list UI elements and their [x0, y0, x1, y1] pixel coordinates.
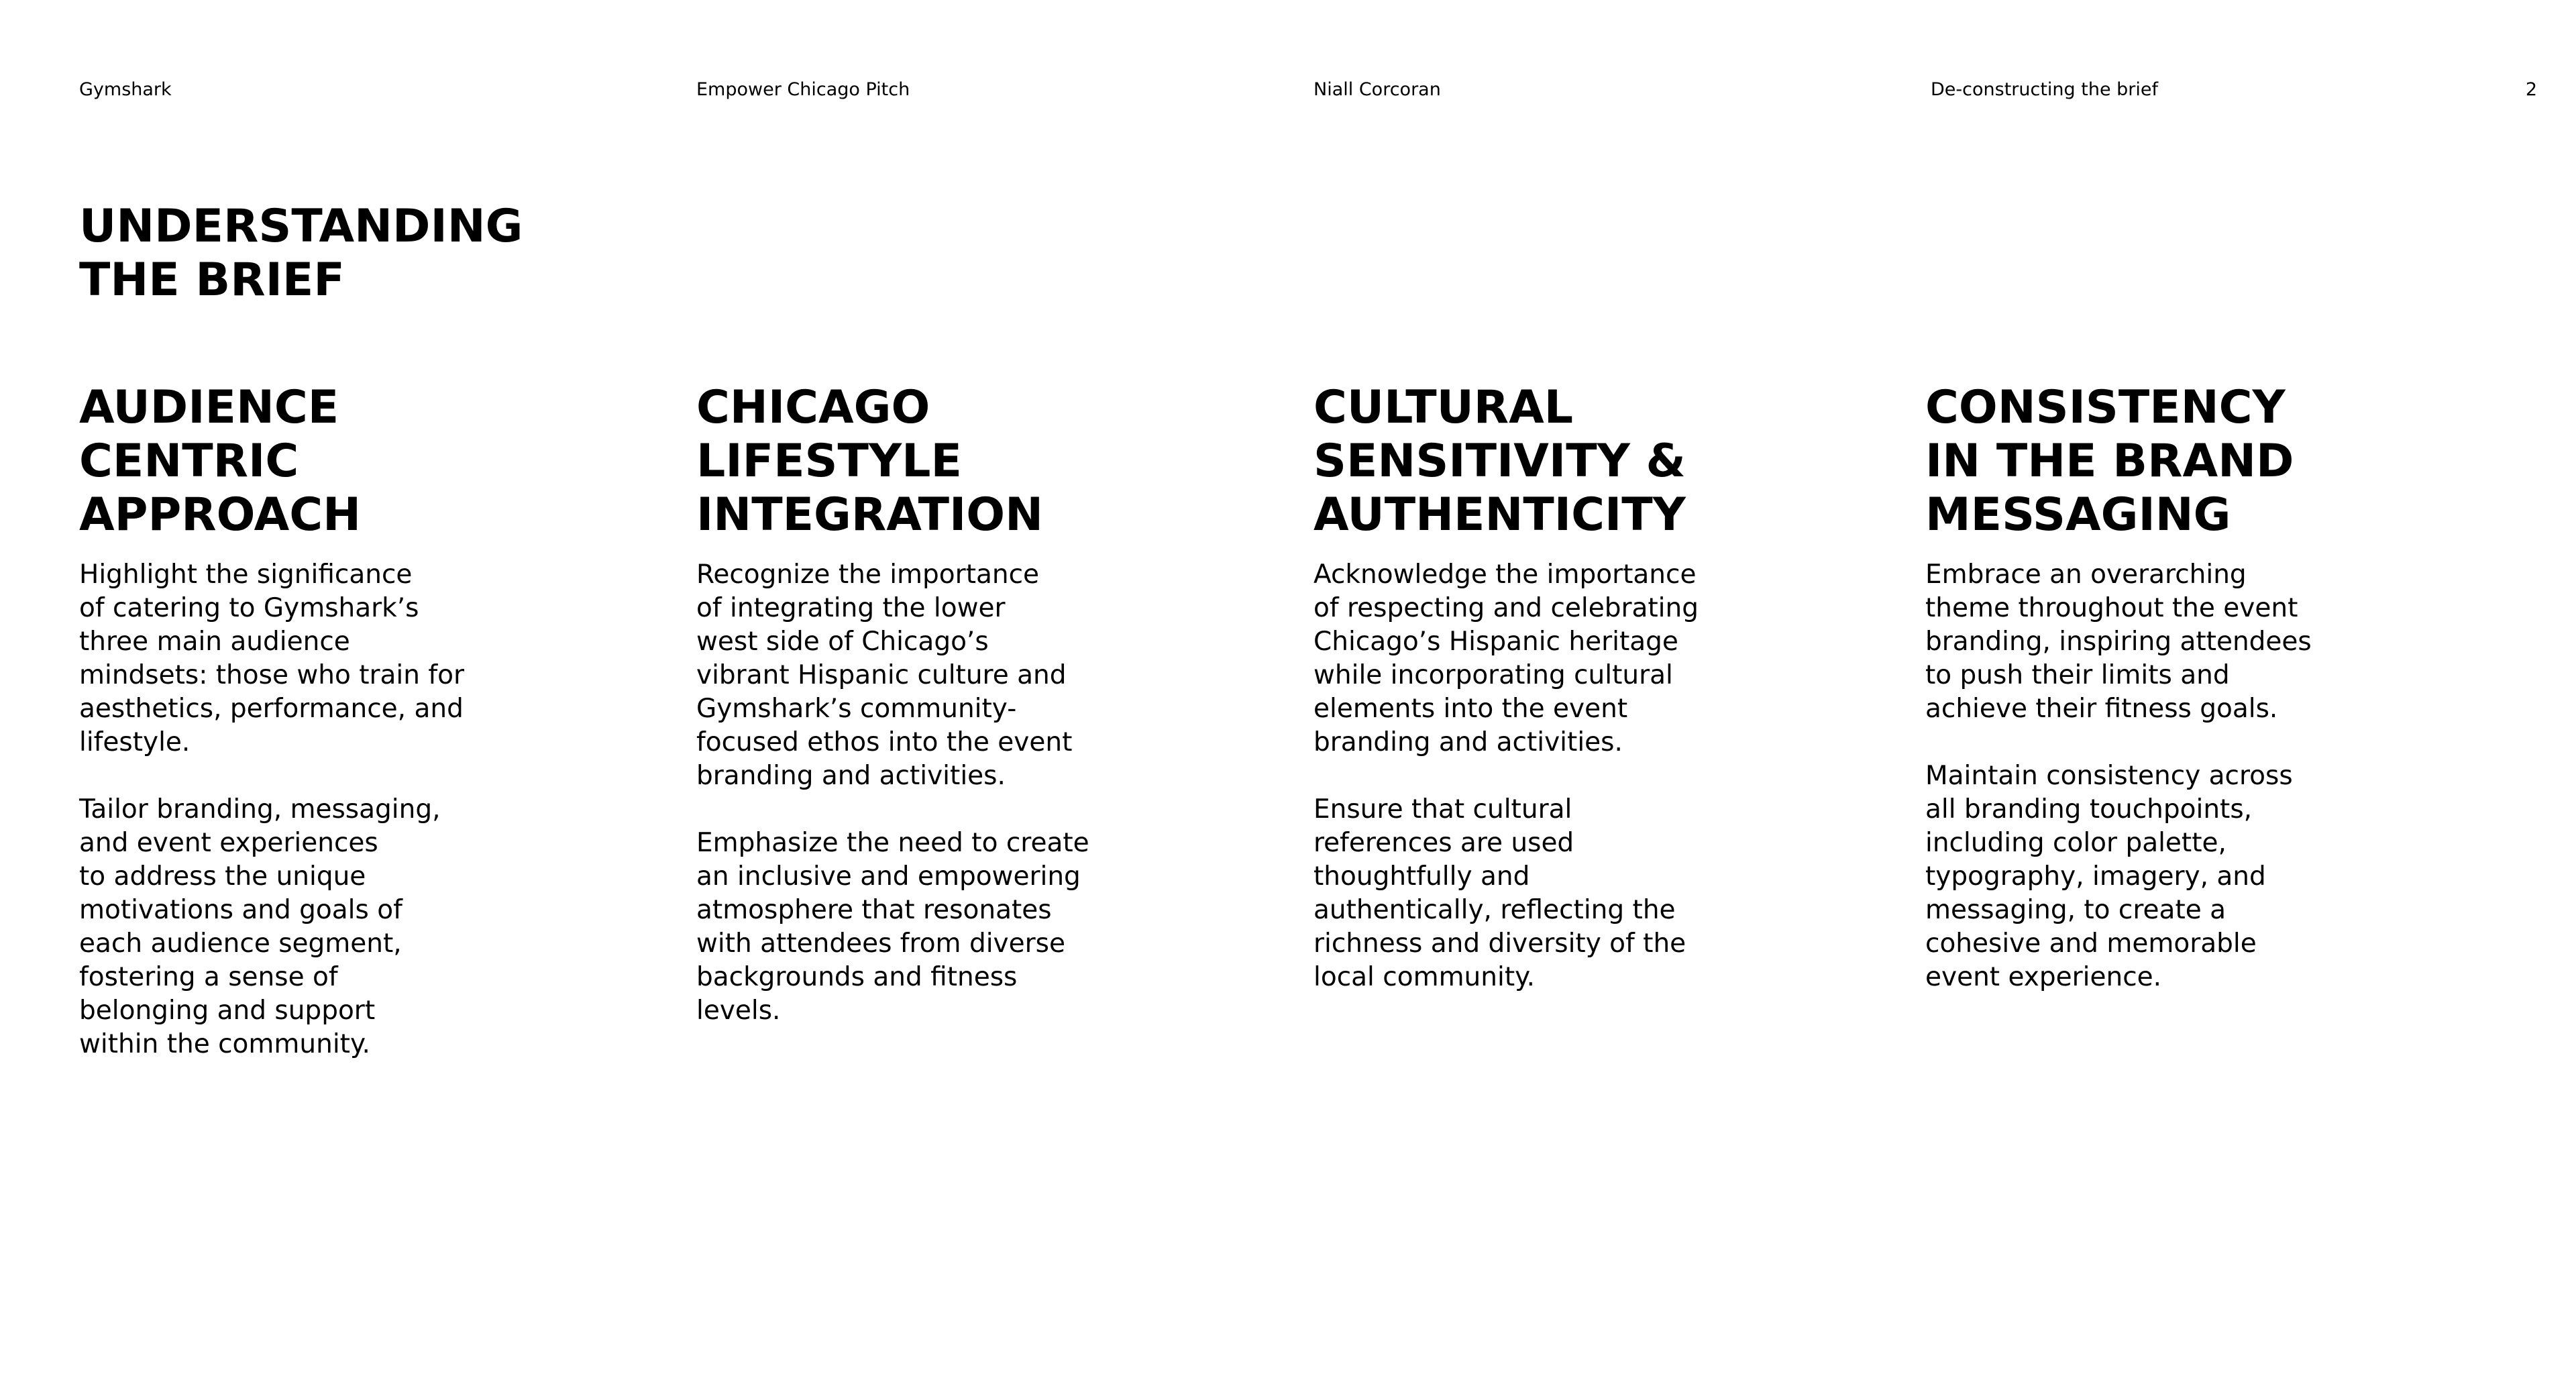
header-brand: Gymshark: [79, 79, 172, 100]
body-line: while incorporating cultural: [1313, 660, 1673, 690]
body-line: messaging, to create a: [1925, 895, 2226, 925]
page-number: 2: [2525, 79, 2537, 100]
body-line: fostering a sense of: [79, 962, 338, 992]
body-line: references are used: [1313, 828, 1574, 858]
header-pitch-name: Empower Chicago Pitch: [696, 79, 910, 100]
section-body: [1925, 558, 2435, 994]
page-title-line: THE BRIEF: [79, 254, 345, 307]
section-heading-line: MESSAGING: [1925, 488, 2231, 541]
body-line: motivations and goals of: [79, 895, 402, 925]
section-heading-line: SENSITIVITY &: [1313, 435, 1686, 488]
section-cultural-sensitivity-authenticity: [1313, 381, 1823, 1028]
section-heading-line: IN THE BRAND: [1925, 435, 2294, 488]
body-line: focused ethos into the event: [696, 727, 1073, 757]
body-line: branding, inspiring attendees: [1925, 627, 2312, 657]
body-line: backgrounds and fitness: [696, 962, 1018, 992]
section-heading: [1313, 381, 1823, 542]
header-author: Niall Corcoran: [1313, 79, 1441, 100]
body-line: Tailor branding, messaging,: [79, 794, 441, 825]
section-heading-line: AUTHENTICITY: [1313, 488, 1686, 541]
section-heading: [696, 381, 1206, 542]
body-line: cohesive and memorable: [1925, 928, 2257, 959]
body-line: three main audience: [79, 627, 350, 657]
body-line: to push their limits and: [1925, 660, 2230, 690]
section-heading-line: APPROACH: [79, 488, 362, 541]
body-line: to address the unique: [79, 861, 366, 892]
section-heading-line: CHICAGO: [696, 381, 930, 434]
body-line: including color palette,: [1925, 828, 2226, 858]
body-line: levels.: [696, 996, 781, 1026]
header-section-name: De-constructing the brief: [1931, 79, 2159, 100]
section-heading-line: CENTRIC: [79, 435, 299, 488]
body-line: Highlight the significance: [79, 560, 413, 590]
section-body: [1313, 558, 1823, 994]
body-line: Acknowledge the importance: [1313, 560, 1697, 590]
body-line: elements into the event: [1313, 694, 1628, 724]
body-line: mindsets: those who train for: [79, 660, 465, 690]
section-heading-line: INTEGRATION: [696, 488, 1043, 541]
body-line: of catering to Gymshark’s: [79, 593, 419, 623]
page-title: [79, 200, 523, 307]
body-line: vibrant Hispanic culture and: [696, 660, 1067, 690]
section-paragraph: [1313, 793, 1823, 994]
section-paragraph: [1925, 759, 2435, 994]
body-line: of integrating the lower: [696, 593, 1006, 623]
body-line: with attendees from diverse: [696, 928, 1065, 959]
section-consistency-brand-messaging: [1925, 381, 2435, 1028]
body-line: atmosphere that resonates: [696, 895, 1052, 925]
section-chicago-lifestyle-integration: [696, 381, 1206, 1061]
body-line: Ensure that cultural: [1313, 794, 1572, 825]
section-paragraph: [1925, 558, 2435, 726]
section-paragraph: [79, 793, 589, 1061]
body-line: of respecting and celebrating: [1313, 593, 1699, 623]
section-paragraph: [1313, 558, 1823, 759]
body-line: Maintain consistency across: [1925, 761, 2293, 791]
body-line: belonging and support: [79, 996, 376, 1026]
page-title-line: UNDERSTANDING: [79, 200, 523, 253]
section-body: [696, 558, 1206, 1028]
body-line: typography, imagery, and: [1925, 861, 2266, 892]
body-line: event experience.: [1925, 962, 2162, 992]
body-line: west side of Chicago’s: [696, 627, 989, 657]
body-line: each audience segment,: [79, 928, 402, 959]
body-line: within the community.: [79, 1029, 370, 1059]
section-paragraph: [696, 558, 1206, 793]
body-line: aesthetics, performance, and: [79, 694, 464, 724]
body-line: branding and activities.: [696, 761, 1006, 791]
body-line: Embrace an overarching: [1925, 560, 2247, 590]
section-paragraph: [696, 827, 1206, 1028]
section-paragraph: [79, 558, 589, 759]
body-line: all branding touchpoints,: [1925, 794, 2253, 825]
section-heading-line: CONSISTENCY: [1925, 381, 2286, 434]
body-line: and event experiences: [79, 828, 378, 858]
body-line: Recognize the importance: [696, 560, 1040, 590]
section-body: [79, 558, 589, 1061]
body-line: thoughtfully and: [1313, 861, 1530, 892]
section-heading-line: LIFESTYLE: [696, 435, 962, 488]
section-heading-line: AUDIENCE: [79, 381, 339, 434]
section-audience-centric-approach: [79, 381, 589, 1095]
body-line: lifestyle.: [79, 727, 191, 757]
body-line: Gymshark’s community-: [696, 694, 1017, 724]
body-line: an inclusive and empowering: [696, 861, 1081, 892]
body-line: achieve their fitness goals.: [1925, 694, 2278, 724]
body-line: Chicago’s Hispanic heritage: [1313, 627, 1678, 657]
body-line: local community.: [1313, 962, 1536, 992]
body-line: Emphasize the need to create: [696, 828, 1089, 858]
section-heading: [1925, 381, 2435, 542]
body-line: authentically, reflecting the: [1313, 895, 1676, 925]
section-heading: [79, 381, 589, 542]
body-line: richness and diversity of the: [1313, 928, 1686, 959]
body-line: theme throughout the event: [1925, 593, 2298, 623]
section-heading-line: CULTURAL: [1313, 381, 1574, 434]
body-line: branding and activities.: [1313, 727, 1623, 757]
